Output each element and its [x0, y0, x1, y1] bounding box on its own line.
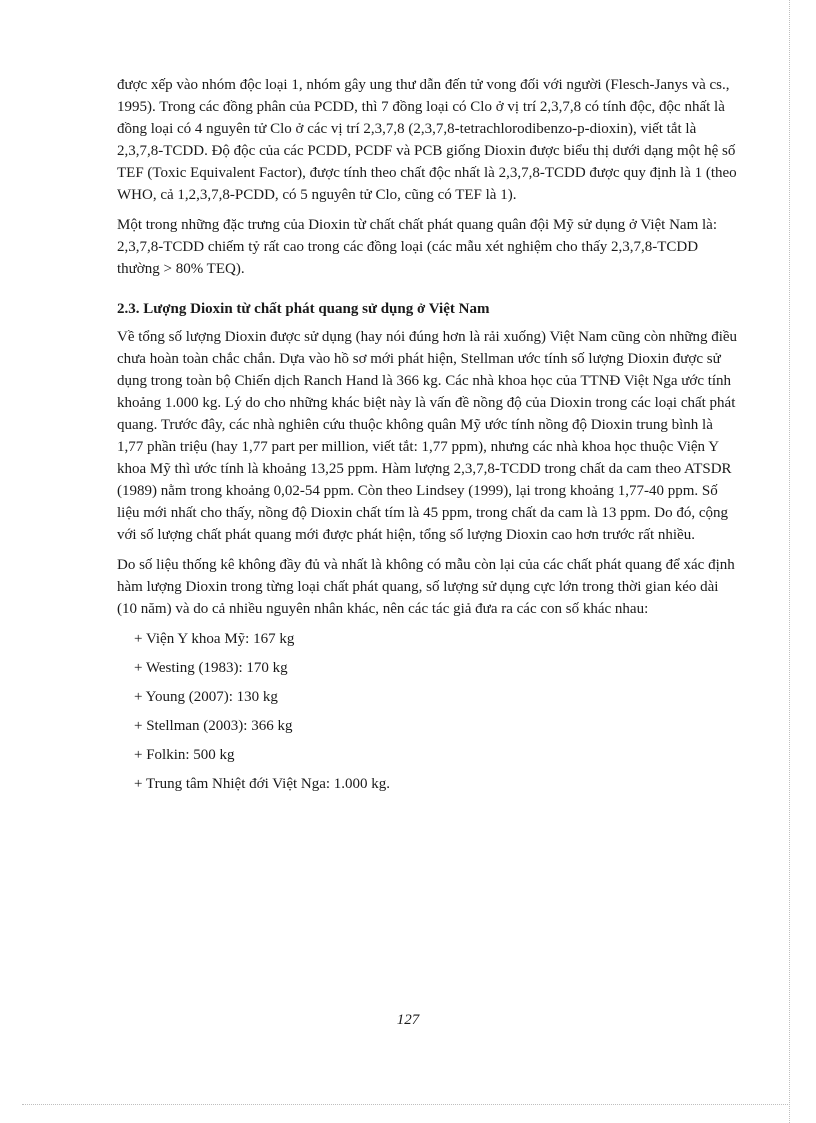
list-item: + Viện Y khoa Mỹ: 167 kg	[134, 631, 295, 647]
list-item: + Trung tâm Nhiệt đới Việt Nga: 1.000 kg.	[134, 776, 391, 792]
estimate-list	[134, 628, 738, 795]
page-content	[117, 74, 738, 802]
list-item: + Folkin: 500 kg	[134, 747, 235, 763]
paragraph-estimate-intro: Do số liệu thống kê không đầy đủ và nhất là không có mẫu còn lại của các chất phát quang để xác định hàm lượng Dioxin trong từng loại chất phát quang, số lượng sử dụng cực lớn trong thời gian kéo dài (10 năm) và do cả nhiều nguyên nhân khác, nên các tác giả đưa ra các con số khác nhau:	[117, 557, 735, 617]
page-number: 127	[396, 1012, 420, 1028]
paragraph-tcdd-toxicity: được xếp vào nhóm độc loại 1, nhóm gây ung thư dẫn đến tử vong đối với người (Flesch-Janys và cs., 1995). Trong các đồng phân của PCDD, thì 7 đồng loại có Clo ở vị trí 2,3,7,8 có tính độc, độc nhất là đồng loại có 4 nguyên tử Clo ở các vị trí 2,3,7,8 (2,3,7,8-tetrachlorodibenzo-p-dioxin), viết tắt là 2,3,7,8-TCDD. Độ độc của các PCDD, PCDF và PCB giống Dioxin được biểu thị dưới dạng một hệ số TEF (Toxic Equivalent Factor), được tính theo chất độc nhất là 2,3,7,8-TCDD được quy định là 1 (theo WHO, cả 1,2,3,7,8-PCDD, có 5 nguyên tử Clo, cũng có TEF là 1).	[117, 77, 737, 203]
list-item: + Stellman (2003): 366 kg	[134, 718, 293, 734]
page-margin-rule-right	[789, 0, 790, 1123]
paragraph-dioxin-quantity: Về tổng số lượng Dioxin được sử dụng (hay nói đúng hơn là rải xuống) Việt Nam cũng còn những điều chưa hoàn toàn chắc chắn. Dựa vào hồ sơ mới phát hiện, Stellman ước tính số lượng Dioxin được sử dụng trong toàn bộ Chiến dịch Ranch Hand là 366 kg. Các nhà khoa học của TTNĐ Việt Nga ước tính khoảng 1.000 kg. Lý do cho những khác biệt này là vấn đề nồng độ của Dioxin trong các loại chất phát quang. Trước đây, các nhà nghiên cứu thuộc không quân Mỹ ước tính nồng độ Dioxin trung bình là 1,77 phần triệu (hay 1,77 part per million, viết tắt: 1,77 ppm), nhưng các nhà khoa học thuộc Viện Y khoa Mỹ thì ước tính là khoảng 13,25 ppm. Hàm lượng 2,3,7,8-TCDD trong chất da cam theo ATSDR (1989) nằm trong khoảng 0,02-54 ppm. Còn theo Lindsey (1999), lại trong khoảng 1,77-40 ppm. Số liệu mới nhất cho thấy, nồng độ Dioxin chất tím là 45 ppm, trong chất da cam là 13 ppm. Do đó, cộng với số lượng chất phát quang mới được phát hiện, tổng số lượng Dioxin cao hơn trước rất nhiều.	[117, 329, 738, 543]
section-heading: 2.3. Lượng Dioxin từ chất phát quang sử dụng ở Việt Nam	[117, 301, 490, 317]
paragraph-tcdd-characteristic: Một trong những đặc trưng của Dioxin từ chất chất phát quang quân đội Mỹ sử dụng ở Việt Nam là: 2,3,7,8-TCDD chiếm tỷ rất cao trong các đồng loại (các mẫu xét nghiệm cho thấy 2,3,7,8-TCDD thường > 80% TEQ).	[117, 217, 717, 277]
list-item: + Westing (1983): 170 kg	[134, 660, 288, 676]
page-margin-rule-bottom	[22, 1104, 790, 1105]
list-item: + Young (2007): 130 kg	[134, 689, 278, 705]
